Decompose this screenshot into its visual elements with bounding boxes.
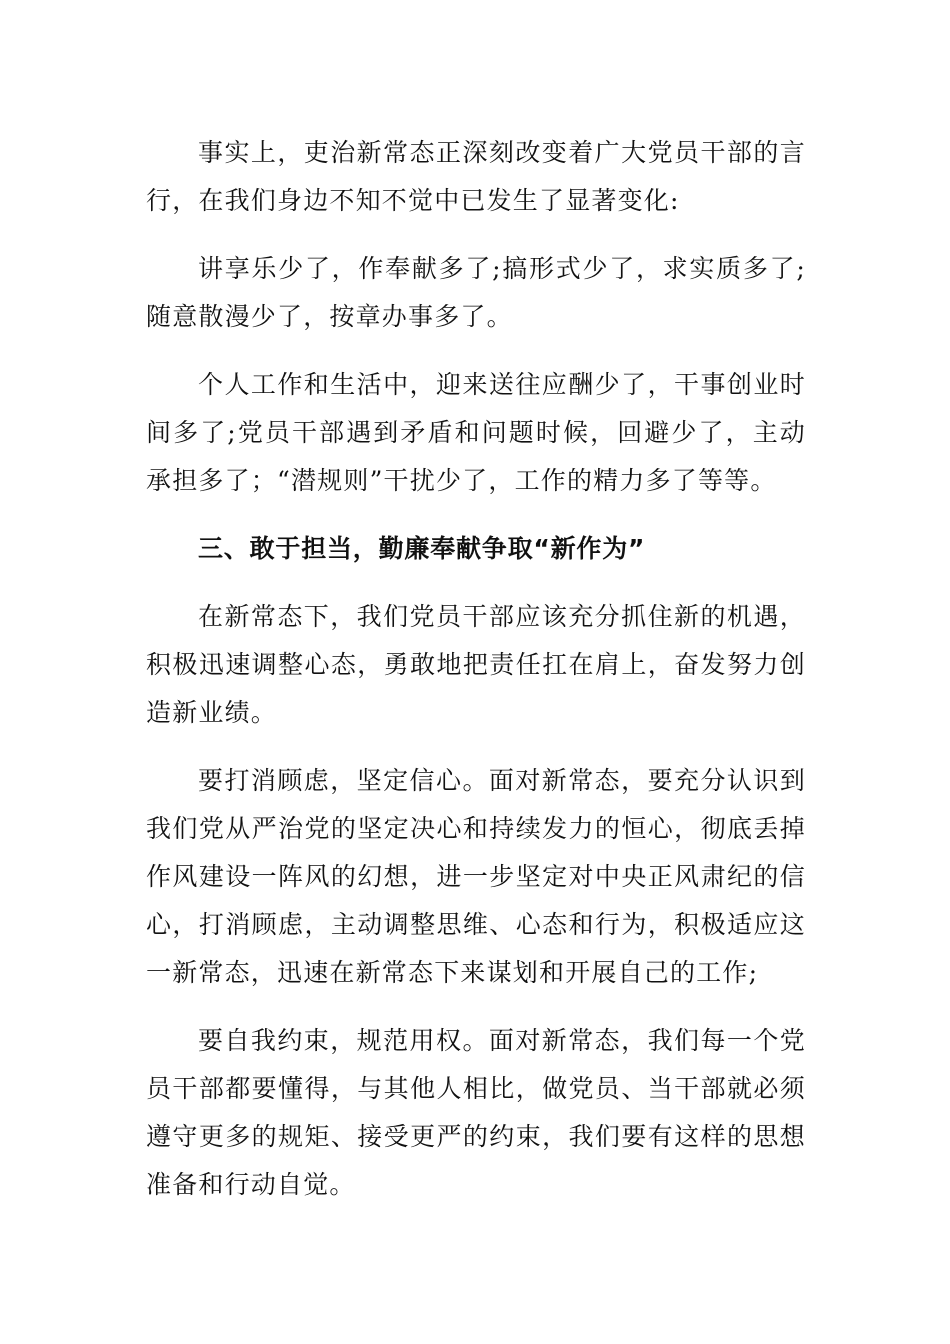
section-heading-three: 三、敢于担当，勤廉奉献争取“新作为”	[198, 534, 646, 563]
paragraph-changes-intro: 事实上，吏治新常态正深刻改变着广大党员干部的言行，在我们身边不知不觉中已发生了显著变化:	[146, 138, 806, 215]
paragraph-dispel-doubts: 要打消顾虑，坚定信心。面对新常态，要充分认识到我们党从严治党的坚定决心和持续发力的恒心，彻底丢掉作风建设一阵风的幻想，进一步坚定对中央正风肃纪的信心，打消顾虑，主动调整思维、心态和行为，积极适应这一新常态，迅速在新常态下来谋划和开展自己的工作;	[146, 766, 806, 987]
document-body	[146, 129, 806, 1229]
paragraph-new-normal: 在新常态下，我们党员干部应该充分抓住新的机遇，积极迅速调整心态，勇敢地把责任扛在肩上，奋发努力创造新业绩。	[146, 602, 806, 727]
paragraph-work-life: 个人工作和生活中，迎来送往应酬少了，干事创业时间多了;党员干部遇到矛盾和问题时候，回避少了，主动承担多了；“潜规则”干扰少了，工作的精力多了等等。	[146, 370, 806, 495]
paragraph-less-enjoyment: 讲享乐少了，作奉献多了;搞形式少了，求实质多了;随意散漫少了，按章办事多了。	[146, 254, 806, 331]
paragraph-self-discipline: 要自我约束，规范用权。面对新常态，我们每一个党员干部都要懂得，与其他人相比，做党员、当干部就必须遵守更多的规矩、接受更严的约束，我们要有这样的思想准备和行动自觉。	[146, 1026, 806, 1199]
